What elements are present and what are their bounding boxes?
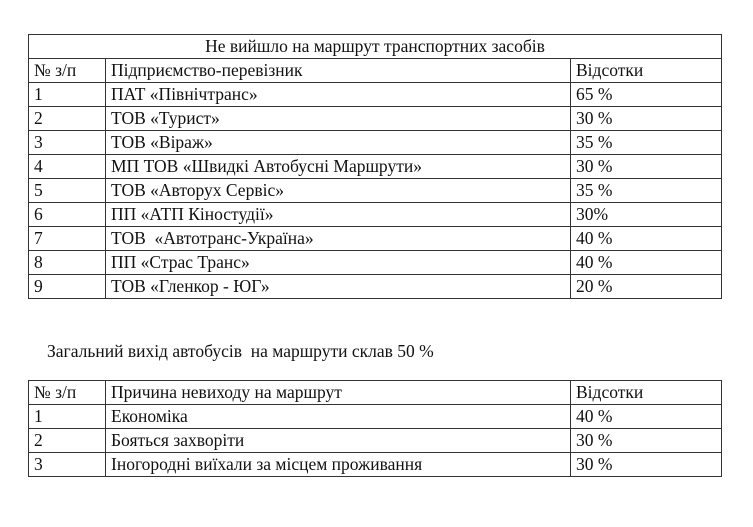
- table-row: [29, 275, 722, 299]
- row-company: ТОВ «Турист»: [106, 107, 571, 131]
- table-row: [29, 131, 722, 155]
- transport-not-on-route-table: [28, 34, 722, 299]
- row-percent: 30%: [571, 203, 722, 227]
- row-reason: Іногородні виїхали за місцем проживання: [106, 453, 571, 477]
- reasons-table: [28, 380, 722, 477]
- row-num: 9: [29, 275, 106, 299]
- row-company: МП ТОВ «Швидкі Автобусні Маршрути»: [106, 155, 571, 179]
- row-num: 1: [29, 405, 106, 429]
- row-percent: 30 %: [571, 155, 722, 179]
- row-company: ПП «АТП Кіностудії»: [106, 203, 571, 227]
- row-company: ТОВ «Гленкор - ЮГ»: [106, 275, 571, 299]
- row-reason: Бояться захворіти: [106, 429, 571, 453]
- table-caption-row: [29, 35, 722, 59]
- row-num: 2: [29, 429, 106, 453]
- table-row: [29, 179, 722, 203]
- header-percent: Відсотки: [571, 59, 722, 83]
- table-header-row: [29, 381, 722, 405]
- row-company: ПАТ «Північтранс»: [106, 83, 571, 107]
- row-percent: 20 %: [571, 275, 722, 299]
- header-num: № з/п: [29, 381, 106, 405]
- row-company: ТОВ «Віраж»: [106, 131, 571, 155]
- table-row: [29, 107, 722, 131]
- row-reason: Економіка: [106, 405, 571, 429]
- row-num: 6: [29, 203, 106, 227]
- row-percent: 30 %: [571, 429, 722, 453]
- row-company: ПП «Страс Транс»: [106, 251, 571, 275]
- row-percent: 40 %: [571, 227, 722, 251]
- table-caption: Не вийшло на маршрут транспортних засобів: [29, 35, 722, 59]
- table-row: [29, 453, 722, 477]
- header-reason: Причина невиходу на маршрут: [106, 381, 571, 405]
- table-row: [29, 203, 722, 227]
- table-row: [29, 429, 722, 453]
- table-row: [29, 227, 722, 251]
- row-num: 1: [29, 83, 106, 107]
- table-row: [29, 251, 722, 275]
- table-row: [29, 405, 722, 429]
- row-company: ТОВ «Автотранс-Україна»: [106, 227, 571, 251]
- row-num: 3: [29, 453, 106, 477]
- row-percent: 30 %: [571, 453, 722, 477]
- row-num: 7: [29, 227, 106, 251]
- row-num: 2: [29, 107, 106, 131]
- row-percent: 40 %: [571, 405, 722, 429]
- header-num: № з/п: [29, 59, 106, 83]
- row-num: 5: [29, 179, 106, 203]
- row-num: 3: [29, 131, 106, 155]
- summary-text: Загальний вихід автобусів на маршрути склав 50 %: [47, 341, 434, 361]
- table-row: [29, 83, 722, 107]
- header-company: Підприємство-перевізник: [106, 59, 571, 83]
- header-percent: Відсотки: [571, 381, 722, 405]
- row-percent: 35 %: [571, 179, 722, 203]
- row-percent: 30 %: [571, 107, 722, 131]
- row-num: 4: [29, 155, 106, 179]
- row-percent: 40 %: [571, 251, 722, 275]
- row-company: ТОВ «Авторух Сервіс»: [106, 179, 571, 203]
- table-row: [29, 155, 722, 179]
- row-num: 8: [29, 251, 106, 275]
- row-percent: 65 %: [571, 83, 722, 107]
- table-header-row: [29, 59, 722, 83]
- row-percent: 35 %: [571, 131, 722, 155]
